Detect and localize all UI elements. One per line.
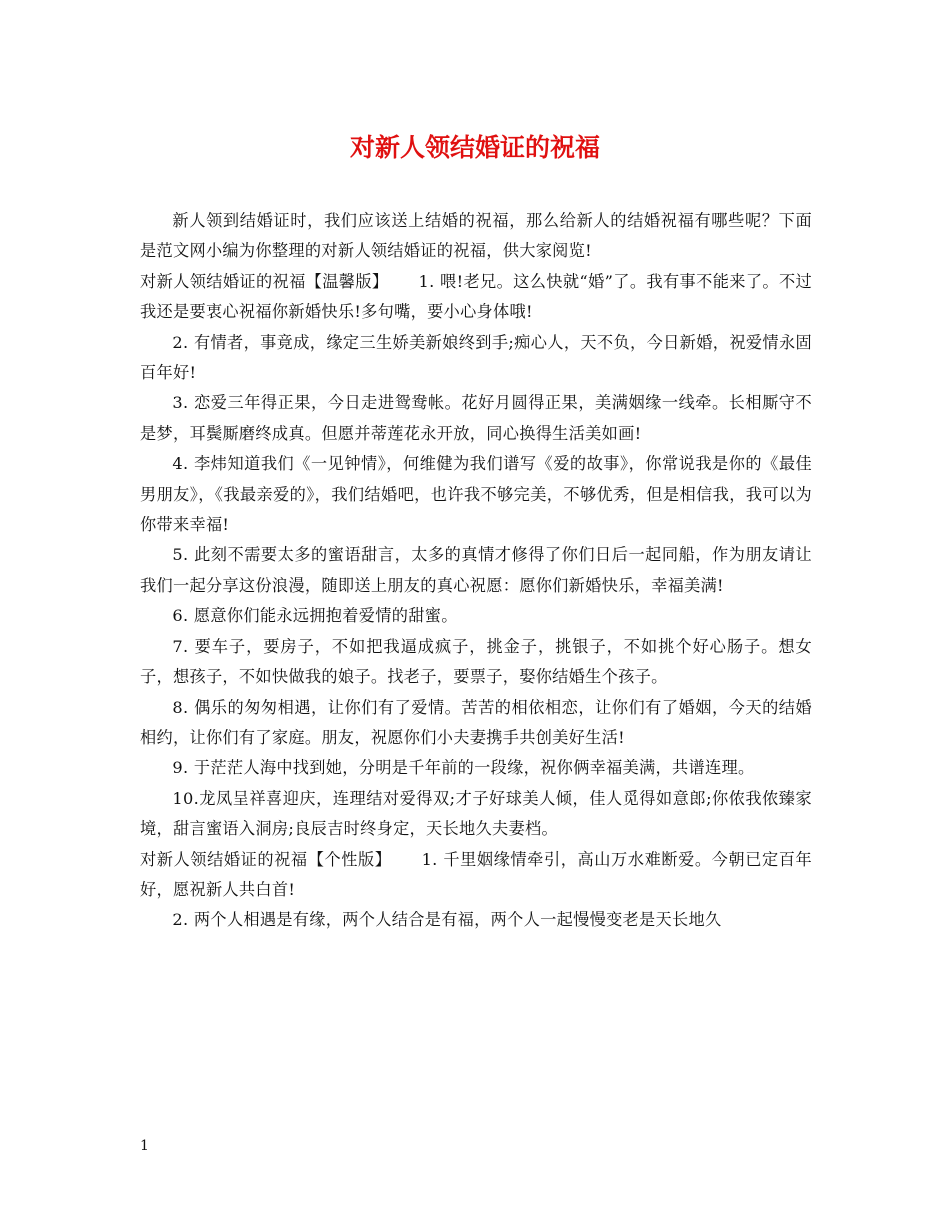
- wish-item: 6. 愿意你们能永远拥抱着爱情的甜蜜。: [172, 606, 458, 626]
- wish-item: 1. 千里姻缘情牵引，高山万水难断爱。今朝已定百年好，愿祝新人共白首!: [140, 849, 813, 899]
- document-title: 对新人领结婚证的祝福: [349, 133, 600, 162]
- section-warm-heading: 对新人领结婚证的祝福【温馨版】: [140, 271, 389, 291]
- wish-item: 9. 于茫茫人海中找到她，分明是千年前的一段缘，祝你俩幸福美满，共谱连理。: [172, 758, 755, 778]
- wish-item: 4. 李炜知道我们《一见钟情》，何维健为我们谱写《爱的故事》，你常说我是你的《最佳男朋友》，《我最亲爱的》，我们结婚吧，也许我不够完美，不够优秀，但是相信我，我可以为你带来幸福!: [140, 454, 812, 535]
- document-body: [140, 206, 812, 936]
- intro-paragraph: 新人领到结婚证时，我们应该送上结婚的祝福，那么给新人的结婚祝福有哪些呢？下面是范文网小编为你整理的对新人领结婚证的祝福，供大家阅览!: [140, 211, 812, 261]
- wish-item: 1. 喂!老兄。这么快就“婚”了。我有事不能来了。不过我还是要衷心祝福你新婚快乐!多句嘴，要小心身体哦!: [140, 271, 812, 322]
- wish-item: 8. 偶乐的匆匆相遇，让你们有了爱情。苦苦的相依相恋，让你们有了婚姻，今天的结婚相约，让你们有了家庭。朋友，祝愿你们小夫妻携手共创美好生活!: [140, 697, 812, 747]
- section-personal: [140, 845, 812, 906]
- wish-item: 2. 两个人相遇是有缘，两个人结合是有福，两个人一起慢慢变老是天长地久: [172, 910, 722, 930]
- wish-item: 10.龙凤呈祥喜迎庆，连理结对爱得双;才子好球美人倾，佳人觅得如意郎;你侬我侬臻家境，甜言蜜语入洞房;良辰吉时终身定，天长地久夫妻档。: [140, 788, 812, 839]
- wish-item: 3. 恋爱三年得正果，今日走进鸳鸯帐。花好月圆得正果，美满姻缘一线牵。长相厮守不是梦，耳鬓厮磨终成真。但愿并蒂莲花永开放，同心换得生活美如画!: [140, 393, 812, 443]
- section-warm: [140, 267, 812, 328]
- wish-item: 5. 此刻不需要太多的蜜语甜言，太多的真情才修得了你们日后一起同船，作为朋友请让我们一起分享这份浪漫，随即送上朋友的真心祝愿：愿你们新婚快乐，幸福美满!: [140, 545, 812, 595]
- section-personal-heading: 对新人领结婚证的祝福【个性版】: [140, 849, 392, 869]
- wish-item: 2. 有情者，事竟成，缘定三生娇美新娘终到手;痴心人，天不负，今日新婚，祝爱情永固百年好!: [140, 332, 812, 383]
- page-number: 1: [140, 1138, 149, 1154]
- wish-item: 7. 要车子，要房子，不如把我逼成疯子，挑金子，挑银子，不如挑个好心肠子。想女子，想孩子，不如快做我的娘子。找老子，要票子，娶你结婚生个孩子。: [140, 636, 812, 687]
